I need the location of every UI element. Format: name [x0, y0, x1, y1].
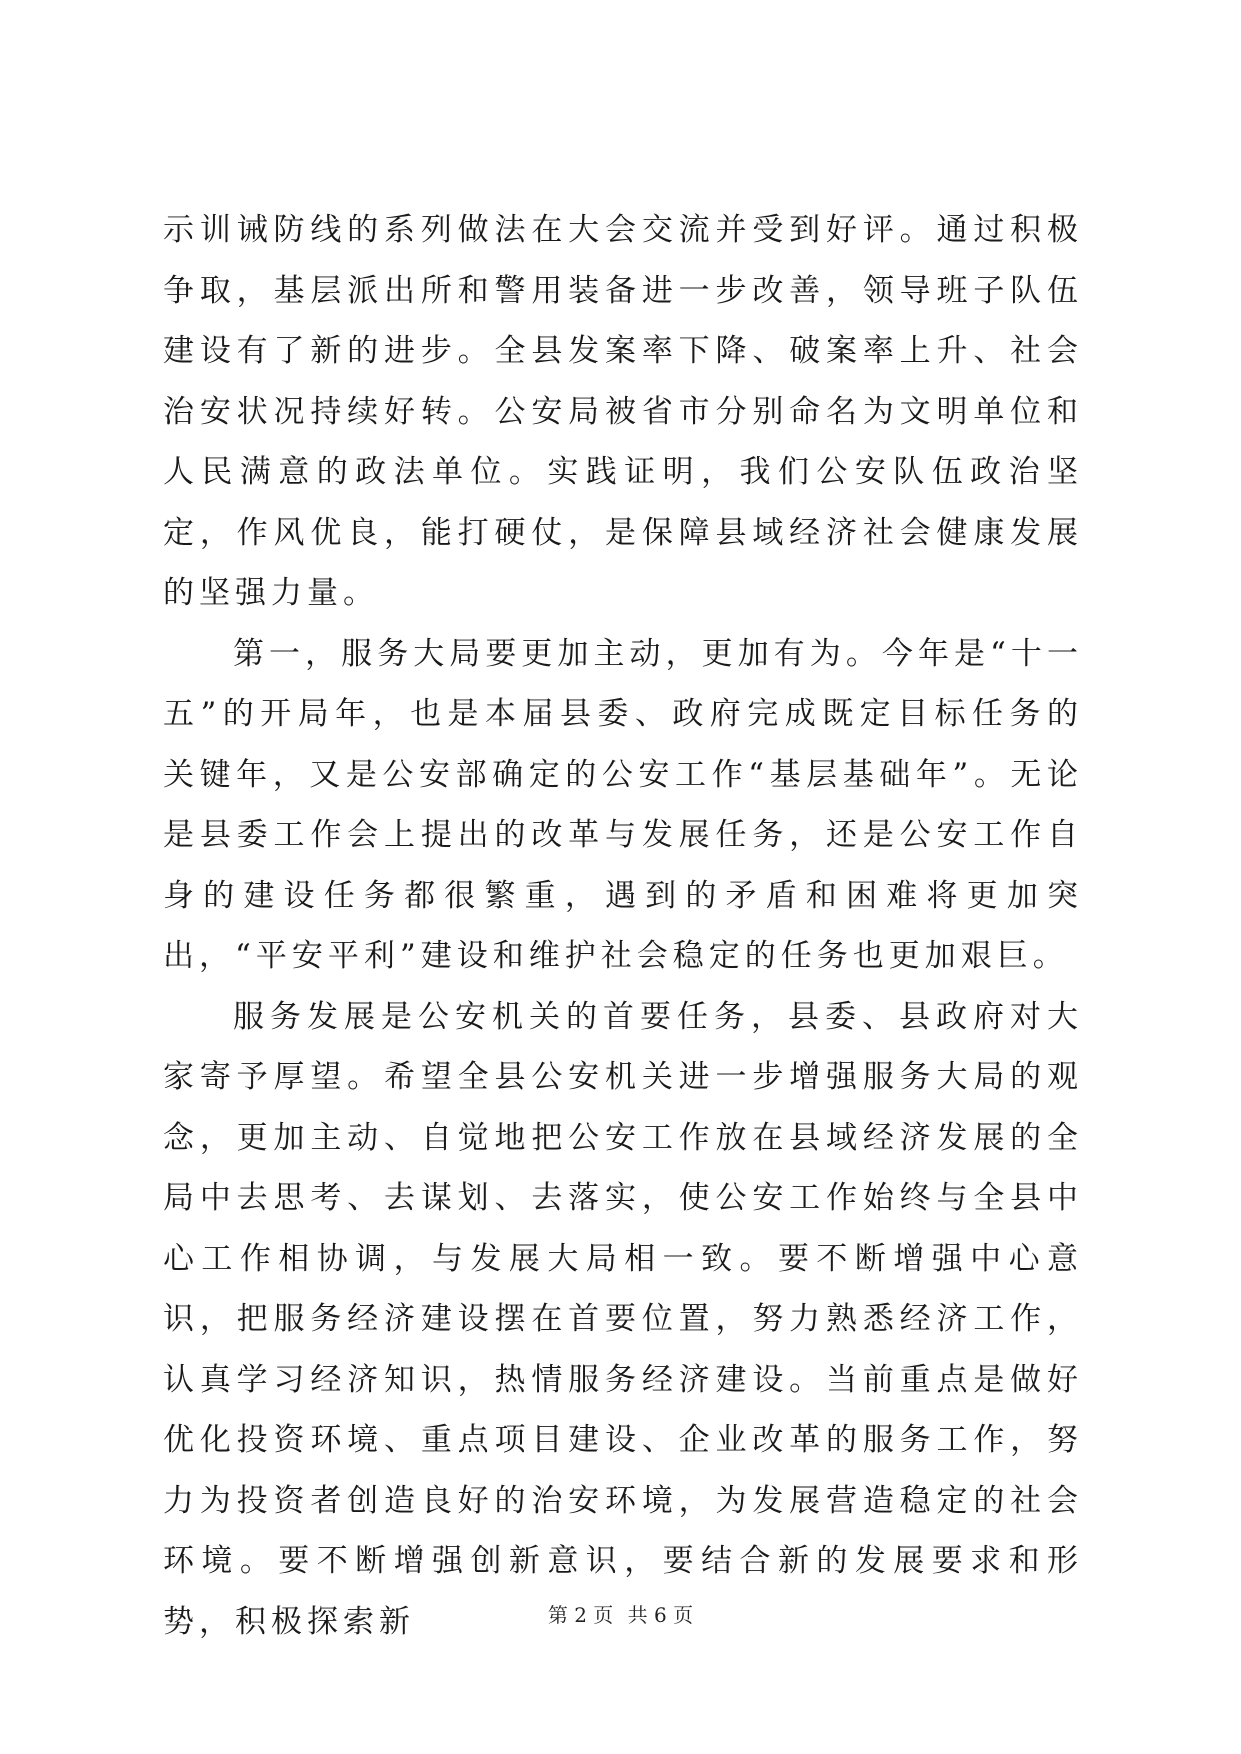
page-footer [0, 1601, 1241, 1629]
page-number: 第 2 页 [547, 1603, 614, 1627]
paragraph-1: 示训诫防线的系列做法在大会交流并受到好评。通过积极争取，基层派出所和警用装备进一步改善，领导班子队伍建设有了新的进步。全县发案率下降、破案率上升、社会治安状况持续好转。公安局被省市分别命名为文明单位和人民满意的政法单位。实践证明，我们公安队伍政治坚定，作风优良，能打硬仗，是保障县域经济社会健康发展的坚强力量。 [163, 212, 1083, 611]
paragraph-2: 第一，服务大局要更加主动，更加有为。今年是“十一五”的开局年，也是本届县委、政府完成既定目标任务的关键年，又是公安部确定的公安工作“基层基础年”。无论是县委工作会上提出的改革与发展任务，还是公安工作自身的建设任务都很繁重，遇到的矛盾和困难将更加突出，“平安平利”建设和维护社会稳定的任务也更加艰巨。 [163, 635, 1083, 974]
paragraph-3: 服务发展是公安机关的首要任务，县委、县政府对大家寄予厚望。希望全县公安机关进一步增强服务大局的观念，更加主动、自觉地把公安工作放在县域经济发展的全局中去思考、去谋划、去落实，使公安工作始终与全县中心工作相协调，与发展大局相一致。要不断增强中心意识，把服务经济建设摆在首要位置，努力熟悉经济工作，认真学习经济知识，热情服务经济建设。当前重点是做好优化投资环境、重点项目建设、企业改革的服务工作，努力为投资者创造良好的治安环境，为发展营造稳定的社会环境。要不断增强创新意识，要结合新的发展要求和形势，积极探索新 [163, 998, 1083, 1640]
document-body [163, 200, 1083, 1652]
page-total: 共 6 页 [627, 1603, 694, 1627]
